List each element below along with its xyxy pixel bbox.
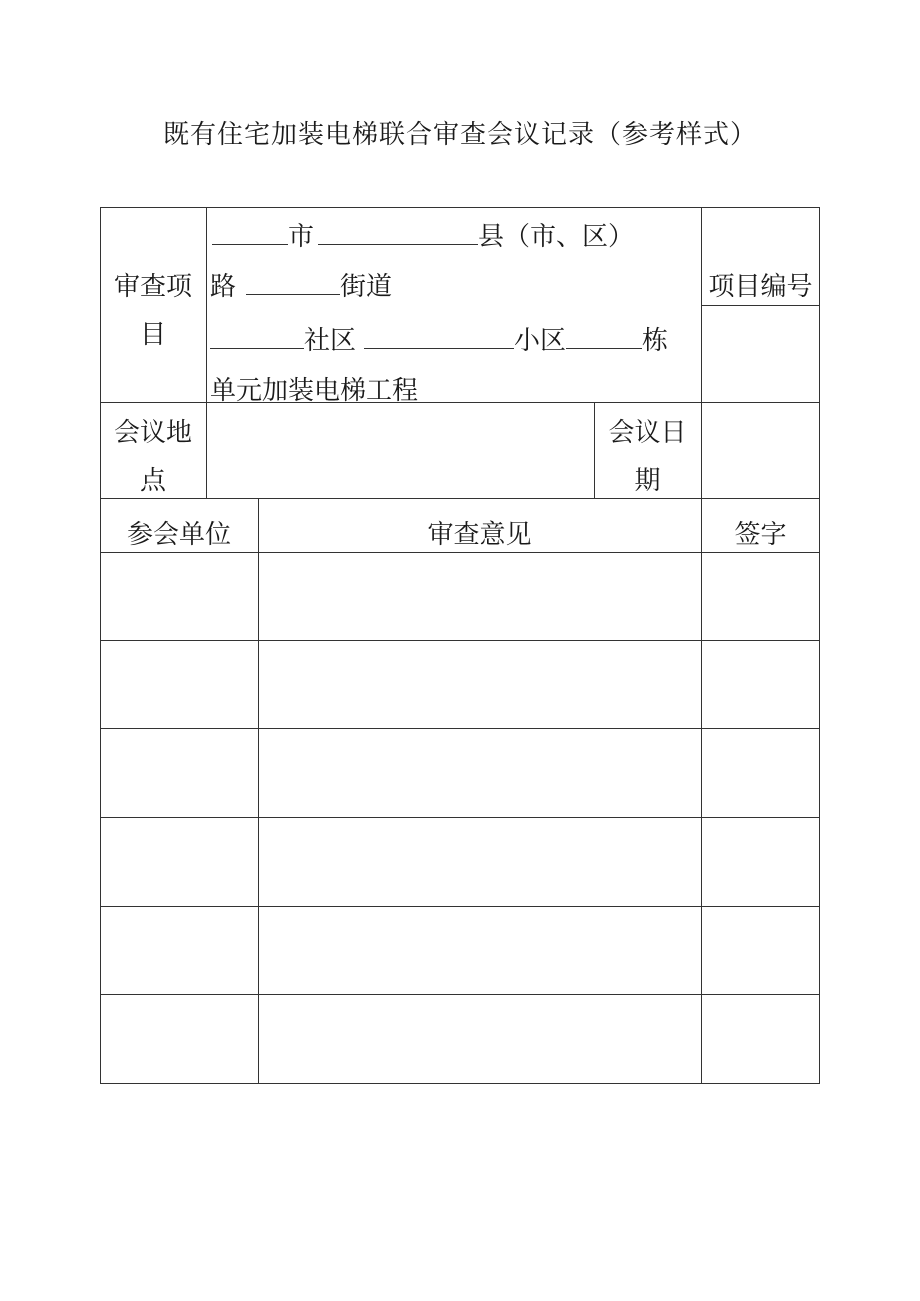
opinion-cell[interactable] xyxy=(259,641,701,728)
building-blank[interactable] xyxy=(566,326,642,349)
project-label-line1: 审查项 xyxy=(113,272,192,302)
participant-cell[interactable] xyxy=(101,641,257,728)
opinion-cell[interactable] xyxy=(259,995,701,1083)
estate-suffix: 小区 xyxy=(514,326,567,356)
header-participant-unit: 参会单位 xyxy=(126,520,231,550)
road-suffix: 路 xyxy=(210,272,237,302)
address-line-2 xyxy=(210,272,392,302)
street-suffix: 街道 xyxy=(340,272,393,302)
address-line-1 xyxy=(212,222,634,252)
participant-cell[interactable] xyxy=(101,729,257,817)
table-row xyxy=(101,729,819,817)
meeting-date-label-line2: 期 xyxy=(634,466,661,496)
header-review-opinion: 审查意见 xyxy=(427,520,532,550)
participant-cell[interactable] xyxy=(101,553,257,640)
signature-cell[interactable] xyxy=(702,818,819,906)
table-row xyxy=(101,907,819,994)
meeting-date-field[interactable] xyxy=(702,403,819,497)
meeting-place-field[interactable] xyxy=(207,403,593,497)
community-blank[interactable] xyxy=(210,326,304,349)
signature-cell[interactable] xyxy=(702,553,819,640)
meeting-date-label-line1: 会议日 xyxy=(608,418,687,448)
participant-cell[interactable] xyxy=(101,995,257,1083)
estate-blank[interactable] xyxy=(364,326,514,349)
signature-cell[interactable] xyxy=(702,729,819,817)
participant-cell[interactable] xyxy=(101,907,257,994)
meeting-place-label-line2: 点 xyxy=(139,466,166,496)
city-blank[interactable] xyxy=(212,222,288,245)
project-label-line2: 目 xyxy=(139,320,166,350)
county-suffix: 县（市、区） xyxy=(478,222,635,252)
header-signature: 签字 xyxy=(734,520,787,550)
meeting-place-label-line1: 会议地 xyxy=(113,418,192,448)
opinion-cell[interactable] xyxy=(259,907,701,994)
county-blank[interactable] xyxy=(318,222,478,245)
signature-cell[interactable] xyxy=(702,907,819,994)
project-number-field[interactable] xyxy=(702,306,819,401)
opinion-cell[interactable] xyxy=(259,553,701,640)
table-row xyxy=(101,553,819,640)
divider xyxy=(100,498,820,499)
street-blank[interactable] xyxy=(246,272,340,295)
community-suffix: 社区 xyxy=(304,326,357,356)
city-suffix: 市 xyxy=(288,222,315,252)
building-suffix: 栋 xyxy=(642,326,669,356)
opinion-cell[interactable] xyxy=(259,818,701,906)
table-row xyxy=(101,641,819,728)
table-row xyxy=(101,818,819,906)
participant-cell[interactable] xyxy=(101,818,257,906)
document-title: 既有住宅加装电梯联合审查会议记录（参考样式） xyxy=(162,120,757,150)
project-number-label: 项目编号 xyxy=(708,272,813,302)
signature-cell[interactable] xyxy=(702,995,819,1083)
table-row xyxy=(101,995,819,1083)
address-line-3 xyxy=(210,326,668,356)
opinion-cell[interactable] xyxy=(259,729,701,817)
signature-cell[interactable] xyxy=(702,641,819,728)
address-line-4: 单元加装电梯工程 xyxy=(210,376,419,406)
